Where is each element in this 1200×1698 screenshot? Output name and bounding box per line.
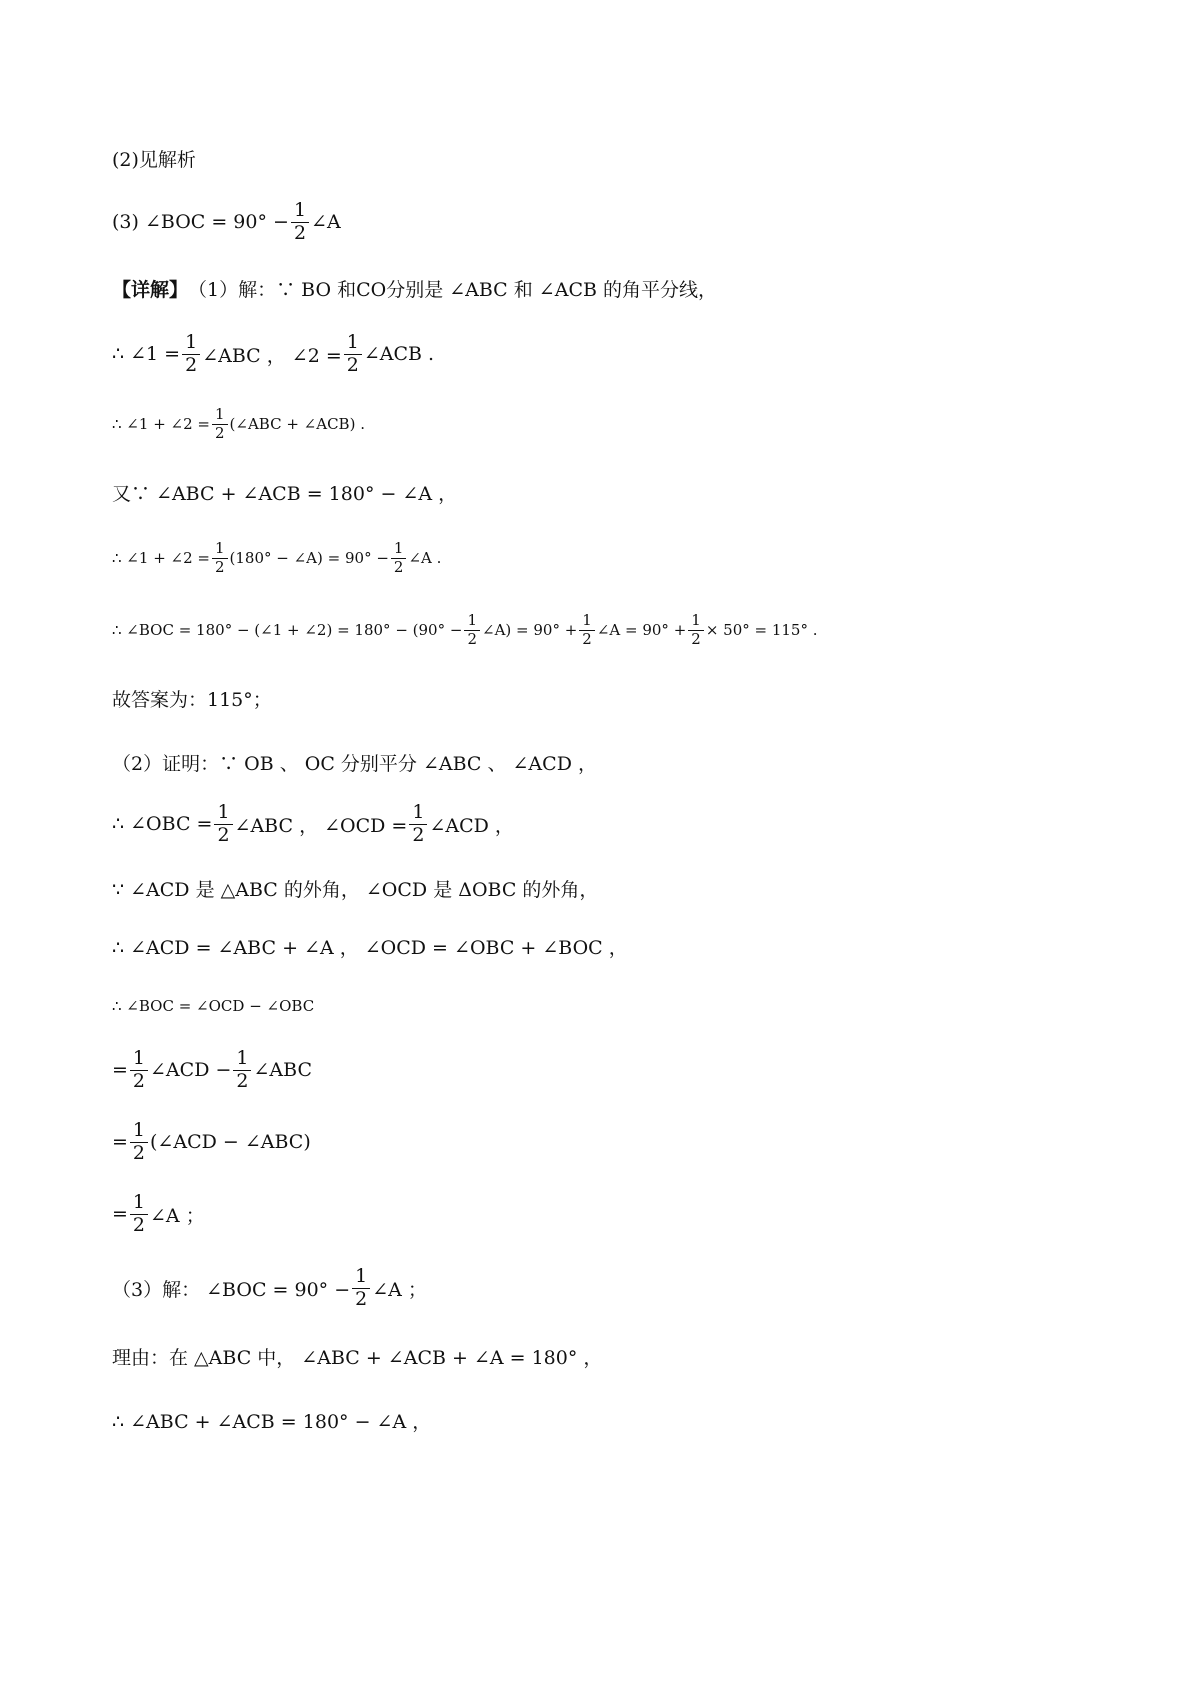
numerator: 1 <box>214 803 232 825</box>
text: 又∵ ∠ABC + ∠ACB = 180° − ∠A ， <box>112 482 458 505</box>
proof-line <box>112 1184 205 1244</box>
text: ∵ ∠ACD 是 △ABC 的外角， ∠OCD 是 ΔOBC 的外角， <box>112 878 599 901</box>
fraction-half <box>130 1118 148 1164</box>
proof-line <box>112 462 457 522</box>
proof-line <box>112 1258 427 1318</box>
answer-line-3 <box>112 192 341 252</box>
text-post: ∠ACB . <box>363 343 435 365</box>
text-pre: （3）解： ∠BOC = 90° − <box>112 1278 351 1301</box>
proof-line <box>112 1112 311 1172</box>
denominator: 2 <box>412 823 425 846</box>
fraction-half <box>352 1264 370 1310</box>
fraction-half <box>391 538 407 576</box>
numerator: 1 <box>182 333 200 355</box>
denominator: 2 <box>132 1141 146 1164</box>
text: （2）证明：∵ OB 、 OC 分别平分 ∠ABC 、 ∠ACD ， <box>112 752 597 775</box>
text-post: (∠ABC + ∠ACB) . <box>229 415 365 433</box>
text: 理由：在 △ABC 中， ∠ABC + ∠ACB + ∠A = 180° ， <box>112 1346 603 1369</box>
text-post: ∠A ； <box>150 1204 205 1227</box>
proof-line <box>112 324 434 384</box>
detail-heading-line <box>112 258 717 318</box>
numerator: 1 <box>579 613 595 631</box>
fraction-half <box>233 1046 251 1092</box>
proof-line <box>112 794 514 854</box>
proof-line <box>112 1040 312 1100</box>
fraction-half <box>579 610 595 648</box>
numerator: 1 <box>409 803 427 825</box>
numerator: 1 <box>464 613 480 631</box>
fraction-half <box>130 1046 148 1092</box>
proof-line <box>112 732 597 792</box>
numerator: 1 <box>212 541 228 559</box>
text: ∴ ∠BOC = ∠OCD − ∠OBC <box>112 997 315 1015</box>
text-mid: ∠ABC ， ∠OCD = <box>234 814 408 837</box>
text-post: ∠A <box>311 211 341 233</box>
proof-line <box>112 600 818 660</box>
denominator: 2 <box>132 1069 146 1092</box>
text: ∴ ∠ABC + ∠ACB = 180° − ∠A ， <box>112 1410 432 1433</box>
fraction-half <box>212 538 228 576</box>
text-post: ∠A . <box>408 549 442 567</box>
text-pre: (3) ∠BOC = 90° − <box>112 211 289 233</box>
text-post: × 50° = 115° . <box>705 621 818 639</box>
numerator: 1 <box>212 407 228 425</box>
proof-line <box>112 976 314 1036</box>
fraction-half <box>688 610 704 648</box>
denominator: 2 <box>691 629 701 648</box>
fraction-half <box>464 610 480 648</box>
text-pre: ∴ ∠1 + ∠2 = <box>112 549 210 567</box>
denominator: 2 <box>346 353 359 376</box>
denominator: 2 <box>293 221 307 244</box>
fraction-half <box>130 1190 148 1236</box>
fraction-half <box>409 800 427 846</box>
fraction-half <box>291 198 309 244</box>
numerator: 1 <box>130 1121 148 1143</box>
text-mid: ∠ABC ， ∠2 = <box>202 344 342 367</box>
text-mid: ∠A) = 90° + <box>482 621 578 639</box>
numerator: 1 <box>291 201 309 223</box>
proof-line <box>112 528 441 588</box>
text: (2)见解析 <box>112 148 196 171</box>
numerator: 1 <box>391 541 407 559</box>
text-pre: ∴ ∠1 + ∠2 = <box>112 415 210 433</box>
text: （1）解：∵ BO 和CO分别是 ∠ABC 和 ∠ACB 的角平分线， <box>188 278 717 301</box>
fraction-half <box>214 800 232 846</box>
denominator: 2 <box>236 1069 249 1092</box>
proof-line <box>112 1326 602 1386</box>
numerator: 1 <box>688 613 704 631</box>
text-pre: ∴ ∠OBC = <box>112 813 213 835</box>
denominator: 2 <box>582 629 592 648</box>
text: 故答案为：115°； <box>112 688 272 711</box>
denominator: 2 <box>217 823 230 846</box>
text-pre: ∴ ∠1 = <box>112 343 181 365</box>
proof-line <box>112 916 628 976</box>
numerator: 1 <box>130 1049 148 1071</box>
denominator: 2 <box>467 629 477 648</box>
text-post: ∠ABC <box>253 1059 312 1081</box>
fraction-half <box>344 330 362 376</box>
text-pre: = <box>112 1203 128 1225</box>
text-mid: (180° − ∠A) = 90° − <box>229 549 389 567</box>
text-mid2: ∠A = 90° + <box>596 621 687 639</box>
answer-line <box>112 668 272 728</box>
numerator: 1 <box>352 1267 370 1289</box>
proof-line <box>112 1390 431 1450</box>
text-pre: ∴ ∠BOC = 180° − (∠1 + ∠2) = 180° − (90° − <box>112 621 463 639</box>
text-post: ∠ACD ， <box>429 814 514 837</box>
fraction-half <box>212 404 228 442</box>
fraction-half <box>182 330 200 376</box>
denominator: 2 <box>185 353 198 376</box>
text-pre: = <box>112 1131 128 1153</box>
denominator: 2 <box>132 1213 146 1236</box>
text-post: (∠ACD − ∠ABC) <box>150 1131 311 1153</box>
text-mid: ∠ACD − <box>150 1059 232 1081</box>
denominator: 2 <box>214 557 225 576</box>
text: ∴ ∠ACD = ∠ABC + ∠A ， ∠OCD = ∠OBC + ∠BOC ， <box>112 936 628 959</box>
text-post: ∠A ； <box>372 1278 427 1301</box>
detail-heading: 【详解】 <box>112 278 189 301</box>
proof-line <box>112 394 365 454</box>
numerator: 1 <box>233 1049 251 1071</box>
denominator: 2 <box>214 423 225 442</box>
proof-line <box>112 858 598 918</box>
denominator: 2 <box>355 1287 368 1310</box>
answer-line-2 <box>112 128 196 188</box>
text-pre: = <box>112 1059 128 1081</box>
numerator: 1 <box>130 1193 148 1215</box>
numerator: 1 <box>344 333 362 355</box>
denominator: 2 <box>393 557 404 576</box>
